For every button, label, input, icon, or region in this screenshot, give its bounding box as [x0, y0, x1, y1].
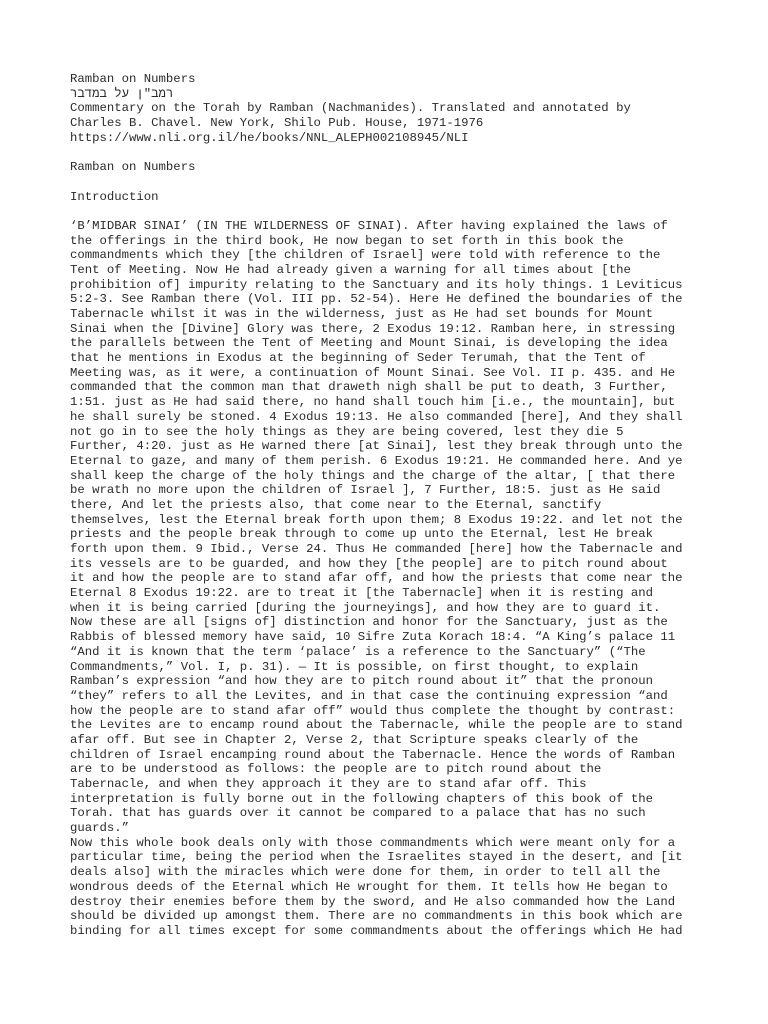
body-line: wondrous deeds of the Eternal which He wrought for them. It tells how He began to	[70, 879, 668, 894]
body-line: commandments which they [the children of Israel] were told with reference to the	[70, 248, 661, 263]
body-line: not go in to see the holy things as they are being covered, lest they die 5	[70, 424, 624, 439]
source-url: https://www.nli.org.il/he/books/NNL_ALEPH002108945/NLI	[70, 130, 469, 145]
citation-line-1: Commentary on the Torah by Ramban (Nachmanides). Translated and annotated by	[70, 101, 631, 116]
body-line: there, And let the priests also, that come near to the Eternal, sanctify	[70, 497, 602, 512]
spacer	[70, 204, 708, 219]
body-line: Tent of Meeting. Now He had already given a warning for all times about [the	[70, 262, 631, 277]
body-text	[70, 219, 708, 939]
body-line: destroy their enemies before them by the sword, and He also commanded how the Land	[70, 894, 676, 909]
body-line: priests and the people break through to come up unto the Eternal, lest He break	[70, 527, 653, 542]
body-line: Tabernacle whilst it was in the wilderness, just as He had set bounds for Mount	[70, 307, 653, 321]
body-line: Ramban’s expression “and how they are to pitch round about it” that the pronoun	[70, 674, 653, 689]
body-line: children of Israel encamping round about the Tabernacle. Hence the words of Ramban	[70, 747, 676, 762]
body-line: binding for all times except for some commandments about the offerings which He had	[70, 923, 683, 938]
body-line: Torah. that has guards over it cannot be compared to a palace that has no such	[70, 806, 646, 821]
book-title: Ramban on Numbers	[70, 160, 196, 175]
body-line: Rabbis of blessed memory have said, 10 Sifre Zuta Korach 18:4. “A King’s palace 11	[70, 630, 676, 645]
body-line: Sinai when the [Divine] Glory was there, 2 Exodus 19:12. Ramban here, in stressing	[70, 321, 676, 336]
body-line: when it is being carried [during the journeyings], and how they are to guard it.	[70, 600, 661, 615]
body-line: the parallels between the Tent of Meeting and Mount Sinai, is developing the idea	[70, 336, 668, 351]
hebrew-title: רמב"ן על במדבר	[70, 86, 174, 101]
body-line: prohibition of] impurity relating to the Sanctuary and its holy things. 1 Leviticus	[70, 277, 683, 292]
body-line: themselves, lest the Eternal break forth upon them; 8 Exodus 19:22. and let not the	[70, 512, 683, 527]
body-line: particular time, being the period when the Israelites stayed in the desert, and [it	[70, 850, 683, 865]
body-line: are to be understood as follows: the people are to pitch round about the	[70, 762, 602, 777]
body-line: Meeting was, as it were, a continuation of Mount Sinai. See Vol. II p. 435. and He	[70, 365, 676, 380]
body-line: guards.”	[70, 821, 130, 836]
body-line: that he mentions in Exodus at the beginning of Seder Terumah, that the Tent of	[70, 351, 646, 366]
body-line: Tabernacle, and when they approach it they are to stand afar off. This	[70, 777, 587, 791]
body-line: Eternal to gaze, and many of them perish. 6 Exodus 19:21. He commanded here. And ye	[70, 453, 683, 468]
body-line: Commandments,” Vol. I, p. 31). — It is possible, on first thought, to explain	[70, 659, 639, 674]
body-line: “they” refers to all the Levites, and in that case the continuing expression “and	[70, 688, 668, 703]
body-line: he shall surely be stoned. 4 Exodus 19:13. He also commanded [here], And they shall	[70, 409, 683, 424]
body-line: commanded that the common man that draweth nigh shall be put to death, 3 Further,	[70, 380, 668, 395]
body-line: “And it is known that the term ‘palace’ is a reference to the Sanctuary” (“The	[70, 644, 646, 659]
body-line: be wrath no more upon the children of Israel ], 7 Further, 18:5. just as He said	[70, 483, 661, 498]
body-line: afar off. But see in Chapter 2, Verse 2, that Scripture speaks clearly of the	[70, 732, 639, 747]
citation-line-2: Charles B. Chavel. New York, Shilo Pub. House, 1971-1976	[70, 116, 484, 131]
body-line: 5:2-3. See Ramban there (Vol. III pp. 52-54). Here He defined the boundaries of the	[70, 292, 683, 307]
body-line: forth upon them. 9 Ibid., Verse 24. Thus He commanded [here] how the Tabernacle and	[70, 542, 683, 556]
body-line: how the people are to stand afar off” would thus complete the thought by contrast:	[70, 703, 676, 718]
body-line: the Levites are to encamp round about the Tabernacle, while the people are to stand	[70, 718, 683, 733]
body-line: it and how the people are to stand afar off, and how the priests that come near the	[70, 571, 683, 586]
body-line: 1:51. just as He had said there, no hand shall touch him [i.e., the mountain], but	[70, 395, 676, 410]
body-line: should be divided up amongst them. There are no commandments in this book which are	[70, 909, 683, 924]
body-line: Now this whole book deals only with those commandments which were meant only for a	[70, 835, 676, 850]
body-line: ‘B’MIDBAR SINAI’ (IN THE WILDERNESS OF SINAI). After having explained the laws of	[70, 218, 668, 233]
hebrew-title-line	[70, 87, 708, 102]
body-line: Eternal 8 Exodus 19:22. are to treat it [the Tabernacle] when it is resting and	[70, 586, 653, 601]
body-line: its vessels are to be guarded, and how they [the people] are to pitch round about	[70, 556, 668, 571]
body-line: Further, 4:20. just as He warned there [at Sinai], lest they break through unto the	[70, 439, 683, 454]
body-line: interpretation is fully borne out in the following chapters of this book of the	[70, 791, 653, 806]
body-line: Now these are all [signs of] distinction and honor for the Sanctuary, just as the	[70, 615, 668, 630]
body-line: the offerings in the third book, He now began to set forth in this book the	[70, 233, 624, 248]
spacer	[70, 175, 708, 190]
document-title: Ramban on Numbers	[70, 72, 196, 86]
body-line: shall keep the charge of the holy things and the charge of the altar, [ that there	[70, 468, 676, 483]
spacer	[70, 145, 708, 160]
section-heading: Introduction	[70, 189, 159, 204]
body-line: deals also] with the miracles which were done for them, in order to tell all the	[70, 865, 661, 880]
